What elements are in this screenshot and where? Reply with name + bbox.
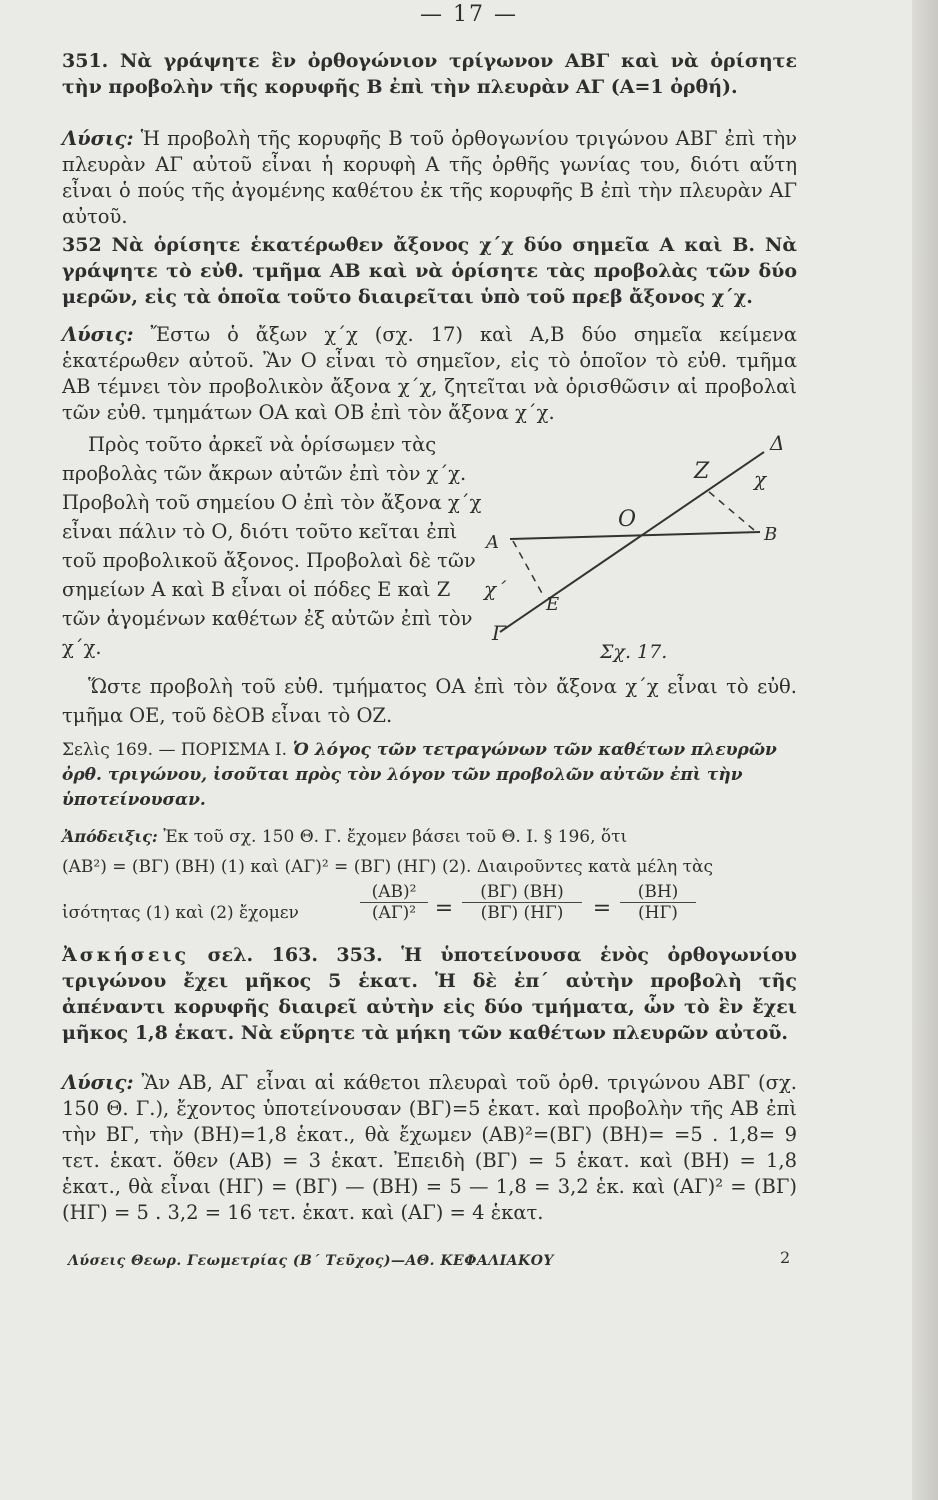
perpendicular-BZ — [708, 491, 754, 530]
equals-sign: = — [592, 896, 612, 921]
porisma — [62, 738, 797, 813]
fraction-1-denominator: (ΑΓ)² — [371, 903, 417, 923]
exercise-353-text: σελ. 163. 353. Ἡ ὑποτείνουσα ἑνὸς ὀρθογωνίου τριγώνου ἔχει μῆκος 5 ἑκατ. Ἡ δὲ ἐπ΄ αὐτὴν προβολὴ τῆς ἀπέναντι κορυφῆς διαιρεῖ αὐτὴν εἰς δύο τμήματα, ὧν τὸ ἓν ἔχει μῆκος 1,8 ἑκατ. Νὰ εὕρητε τὰ μήκη τῶν καθέτων πλευρῶν αὐτοῦ. — [62, 944, 797, 1044]
fraction-3-denominator: (ΗΓ) — [638, 903, 678, 923]
label-A: Α — [486, 532, 499, 553]
proof-text-1: Ἐκ τοῦ σχ. 150 Θ. Γ. ἔχομεν βάσει τοῦ Θ. Ι. § 196, ὅτι — [157, 827, 628, 847]
exercise-351-question: 351. Νὰ γράψητε ἓν ὀρθογώνιον τρίγωνον ΑΒΓ καὶ νὰ ὁρίσητε τὴν προβολὴν τῆς κορυφῆς Β ἐπὶ τὴν πλευρὰν ΑΓ (Α=1 ὀρθή). — [62, 50, 797, 98]
label-x-prime: χ΄ — [484, 577, 507, 601]
fraction-2 — [462, 882, 582, 923]
exercise-351-solution — [62, 126, 797, 230]
fraction-1-numerator: (ΑΒ)² — [360, 882, 428, 903]
segment-AB — [510, 532, 760, 539]
fraction-3 — [620, 882, 696, 923]
exercise-353-question — [62, 942, 797, 1046]
label-E: Ε — [546, 594, 560, 615]
exercises-label: Ἀσκήσεις — [62, 944, 190, 966]
exercise-352-narrow-text: Πρὸς τοῦτο ἀρκεῖ νὰ ὁρίσωμεν τὰς προβολὰς τῶν ἄκρων αὐτῶν ἐπὶ τὸν χ΄χ. Προβολὴ τοῦ σημείου Ο ἐπὶ τὸν ἄξονα χ΄χ εἶναι πάλιν τὸ Ο, διότι τοῦτο κεῖται ἐπὶ τοῦ προβολικοῦ ἄξονος. Προβολαὶ δὲ τῶν σημείων Α καὶ Β εἶναι οἱ πόδες Ε καὶ Ζ τῶν ἀγομένων καθέτων ἐξ αὐτῶν ἐπὶ τὸν χ΄χ. — [62, 433, 482, 659]
fraction-2-numerator: (ΒΓ) (ΒΗ) — [462, 882, 582, 903]
proof-line-3: ἰσότητας (1) καὶ (2) ἔχομεν — [62, 903, 299, 923]
label-delta: Δ — [770, 431, 785, 455]
solution-text: Ἂν ΑΒ, ΑΓ εἶναι αἱ κάθετοι πλευραὶ τοῦ ὀρθ. τριγώνου ΑΒΓ (σχ. 150 Θ. Γ.), ἔχοντος ὑποτείνουσαν (ΒΓ)=5 ἑκατ. καὶ προβολὴν τῆς ΑΒ ἐπὶ τὴν ΒΓ, τὴν (ΒΗ)=1,8 ἑκατ., θὰ ἔχωμεν (ΑΒ)²=(ΒΓ) (ΒΗ)= =5 . 1,8= 9 τετ. ἑκατ. ὅθεν (ΑΒ) = 3 ἑκατ. Ἐπειδὴ (ΒΓ) = 5 ἑκατ. καὶ (ΒΗ) = 1,8 ἑκατ., θὰ εἶναι (ΗΓ) = (ΒΓ) — (ΒΗ) = 5 — 1,8 = 3,2 ἑκ. καὶ (ΑΓ)² = (ΒΓ) (ΗΓ) = 5 . 3,2 = 16 τετ. ἑκατ. καὶ (ΑΓ) = 4 ἑκατ. — [62, 1071, 797, 1224]
exercise-352-solution — [62, 322, 797, 426]
solution-text: Ἡ προβολὴ τῆς κορυφῆς Β τοῦ ὀρθογωνίου τριγώνου ΑΒΓ ἐπὶ τὴν πλευρὰν ΑΓ αὐτοῦ εἶναι ἡ κορυφὴ Α τῆς ὀρθῆς γωνίας του, διότι αὕτη εἶναι ὁ πούς τῆς ἀγομένης καθέτου ἐκ τῆς κορυφῆς Β ἐπὶ τὴν πλευρὰν ΑΓ αὐτοῦ. — [62, 127, 797, 228]
axis-xx — [500, 452, 764, 632]
figure-caption: Σχ. 17. — [600, 641, 668, 663]
porisma-reference: Σελὶς 169. — ΠΟΡΙΣΜΑ Ι. — [62, 740, 287, 760]
exercise-353-solution — [62, 1070, 797, 1226]
proof-line-2: (ΑΒ²) = (ΒΓ) (ΒΗ) (1) καὶ (ΑΓ)² = (ΒΓ) (ΗΓ) (2). Διαιροῦντες κατὰ μέλη τὰς — [62, 857, 713, 877]
label-B: Β — [764, 524, 778, 545]
footer-title: Λύσεις Θεωρ. Γεωμετρίας (Β΄ Τεῦχος)—ΑΘ. ΚΕΦΑΛΙΑΚΟΥ — [68, 1253, 554, 1269]
solution-label: Λύσις: — [62, 323, 134, 346]
footer-signature-number: 2 — [780, 1248, 791, 1267]
perpendicular-AE — [513, 541, 543, 595]
label-x: χ — [754, 467, 767, 491]
equals-sign: = — [434, 896, 454, 921]
solution-label: Λύσις: — [62, 127, 134, 150]
solution-label: Λύσις: — [62, 1071, 134, 1094]
solution-text: Ἔστω ὁ ἄξων χ΄χ (σχ. 17) καὶ Α,Β δύο σημεῖα κείμενα ἑκατέρωθεν αὐτοῦ. Ἂν Ο εἶναι τὸ σημεῖον, εἰς τὸ ὁποῖον τὸ εὐθ. τμῆμα ΑΒ τέμνει τὸν προβολικὸν ἄξονα χ΄χ, ζητεῖται νὰ ὁρισθῶσιν αἱ προβολαὶ τῶν εὐθ. τμημάτων ΟΑ καὶ ΟΒ ἐπὶ τὸν ἄξονα χ΄χ. — [62, 323, 797, 424]
fraction-2-denominator: (ΒΓ) (ΗΓ) — [480, 903, 564, 923]
proof-label: Ἀπόδειξις: — [62, 827, 158, 846]
fraction-1 — [360, 882, 428, 923]
label-Z: Ζ — [694, 459, 710, 484]
exercise-352-conclusion: Ὥστε προβολὴ τοῦ εὐθ. τμήματος ΟΑ ἐπὶ τὸν ἄξονα χ΄χ εἶναι τὸ εὐθ. τμῆμα ΟΕ, τοῦ δὲΟΒ εἶναι τὸ ΟΖ. — [62, 675, 797, 727]
fraction-3-numerator: (ΒΗ) — [620, 882, 696, 903]
exercise-352-question: 352 Νὰ ὁρίσητε ἑκατέρωθεν ἄξονος χ΄χ δύο σημεῖα Α καὶ Β. Νὰ γράψητε τὸ εὐθ. τμῆμα ΑΒ καὶ νὰ ὁρίσητε τὰς προβολὰς τῶν δύο μερῶν, εἰς τὰ ὁποῖα τοῦτο διαιρεῖται ὑπὸ τοῦ πρεβ ἄξονος χ΄χ. — [62, 234, 797, 308]
label-gamma: Γ — [492, 621, 506, 645]
page-edge — [912, 0, 938, 1500]
porisma-statement: Ὁ λόγος τῶν τετραγώνων τῶν καθέτων πλευρῶν ὀρθ. τριγώνου, ἰσοῦται πρὸς τὸν λόγον τῶν προβολῶν αὐτῶν ἐπὶ τὴν ὑποτείνουσαν. — [62, 740, 777, 810]
page-number: — 17 — — [420, 2, 518, 27]
proof-line-1 — [62, 824, 797, 850]
label-O: Ο — [618, 507, 637, 532]
figure-17-diagram — [468, 420, 808, 670]
